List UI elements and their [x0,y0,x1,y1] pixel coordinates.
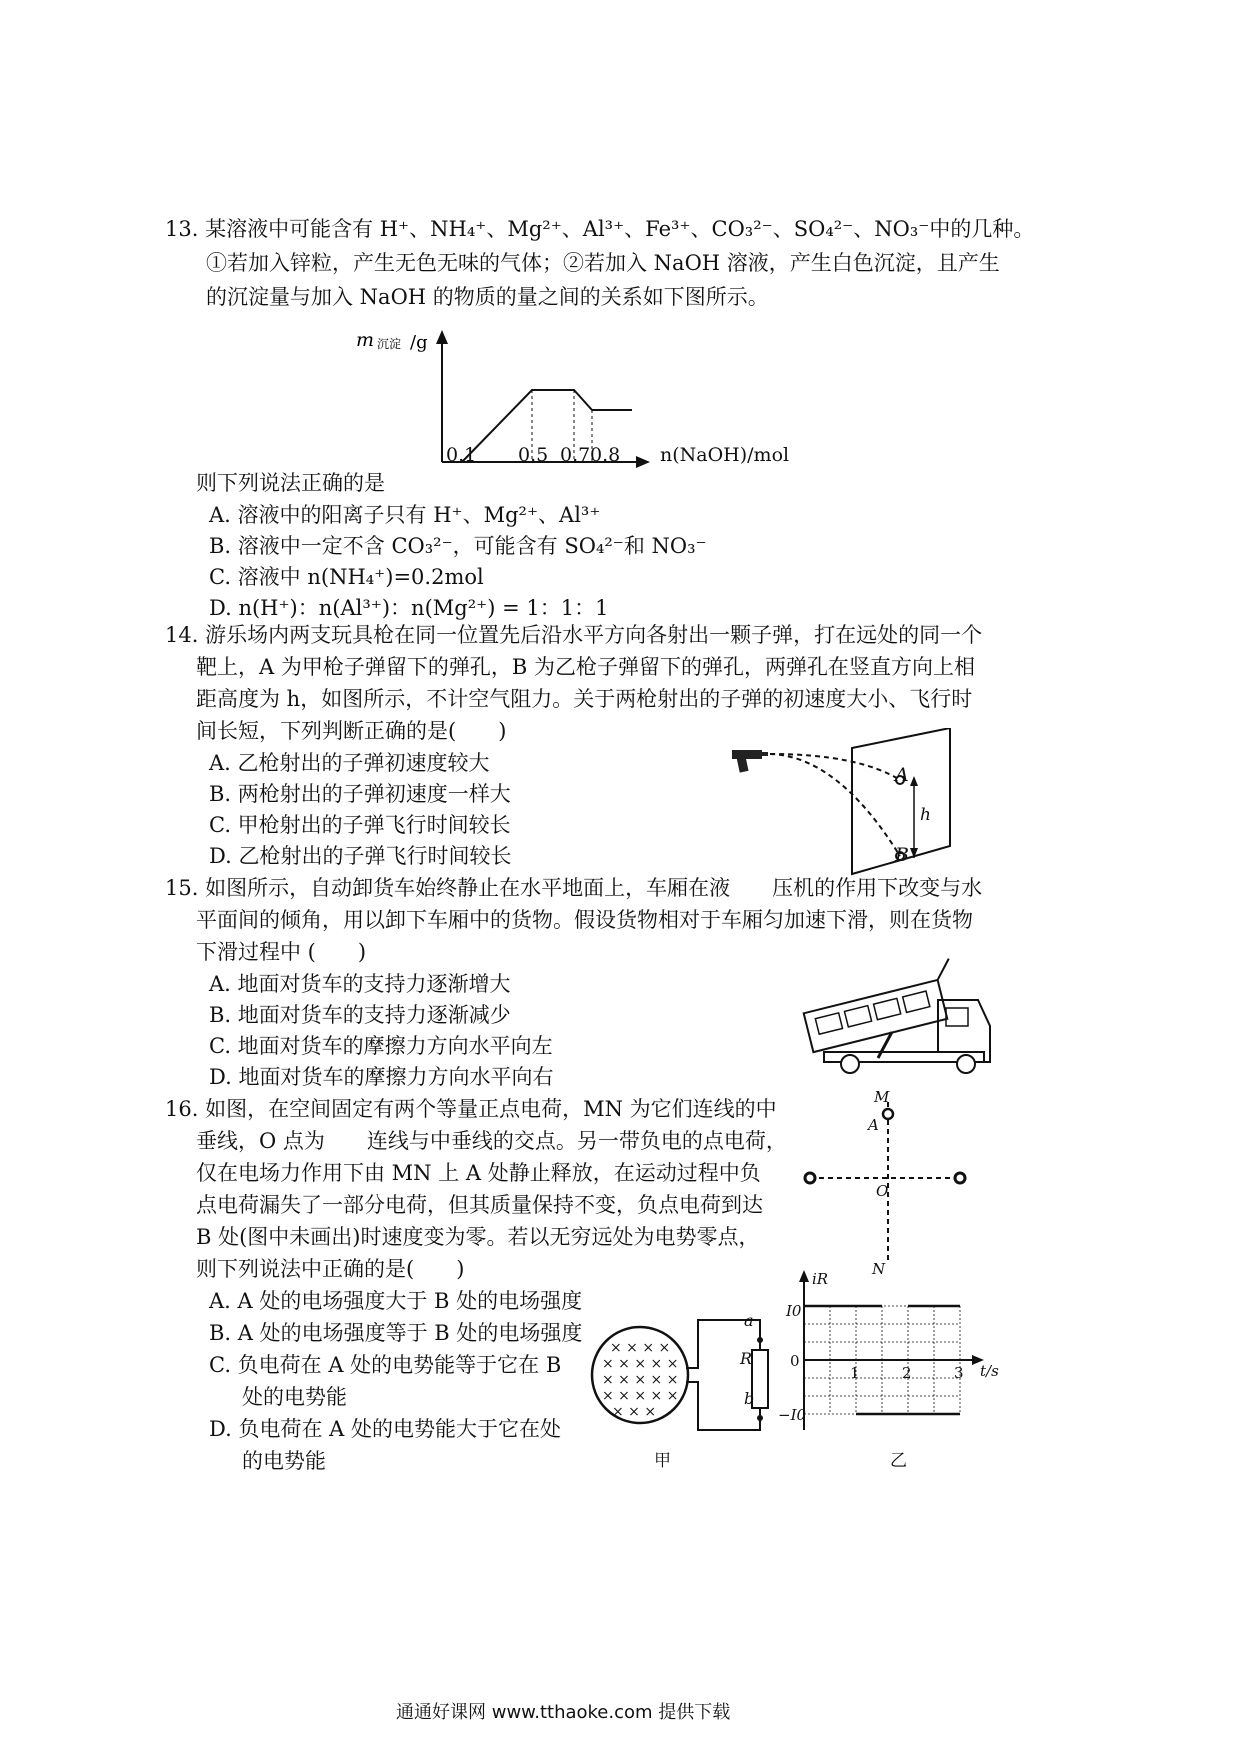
q13-line-1: 13. 某溶液中可能含有 H⁺、NH₄⁺、Mg²⁺、Al³⁺、Fe³⁺、CO₃²⁻、SO₄²⁻、NO₃⁻中的几种。 [165,217,1035,241]
wheel-rear [841,1055,859,1073]
label-height-h: h [920,805,931,825]
q13-stem: 则下列说法正确的是 [196,471,385,495]
q16-option-c-cont: 处的电势能 [242,1385,347,1409]
caption-yi: 乙 [890,1451,907,1471]
q13-option-b[interactable]: B. 溶液中一定不含 CO₃²⁻，可能含有 SO₄²⁻和 NO₃⁻ [209,534,707,558]
caption-jia: 甲 [654,1451,671,1471]
label-n: N [872,1260,886,1278]
terminal-a [757,1337,763,1343]
q16-line-4: 点电荷漏失了一部分电荷，但其质量保持不变，负点电荷到达 [196,1193,763,1217]
toy-gun-icon [732,750,768,773]
q13-option-a[interactable]: A. 溶液中的阳离子只有 H⁺、Mg²⁺、Al³⁺ [209,503,601,527]
label-a: A [868,1116,879,1134]
q14-line-3: 距高度为 h，如图所示，不计空气阻力。关于两枪射出的子弹的初速度大小、飞行时 [196,687,973,711]
q16-option-d[interactable]: D. 负电荷在 A 处的电势能大于它在处 [209,1417,561,1441]
graph-xtick-2: 2 [902,1364,912,1382]
q16-option-b[interactable]: B. A 处的电场强度等于 B 处的电场强度 [209,1321,583,1345]
q13-option-d[interactable]: D. n(H⁺)：n(Al³⁺)：n(Mg²⁺) = 1：1：1 [209,596,609,620]
svg-text:× × ×: × × × [612,1404,657,1420]
field-crosses [602,1340,678,1420]
svg-text:× × × × ×: × × × × × [602,1388,679,1404]
tick-label-08: 0.8 [590,444,621,466]
q14-option-a[interactable]: A. 乙枪射出的子弹初速度较大 [209,751,490,775]
graph-xtick-1: 1 [850,1364,860,1382]
q16-line-2: 垂线，O 点为 连线与中垂线的交点。另一带负电的点电荷， [196,1129,787,1153]
graph-xtick-3: 3 [954,1364,964,1382]
svg-text:× × × × ×: × × × × × [602,1372,679,1388]
label-a-terminal: a [744,1311,754,1330]
q15-option-d[interactable]: D. 地面对货车的摩擦力方向水平向右 [209,1065,554,1089]
charge-left [805,1173,815,1183]
q14-option-b[interactable]: B. 两枪射出的子弹初速度一样大 [209,782,511,806]
label-hole-a: A [895,764,909,786]
q13-line-3: 的沉淀量与加入 NaOH 的物质的量之间的关系如下图所示。 [206,285,769,309]
resistor-r [752,1350,768,1408]
cab-window [946,1008,968,1026]
svg-text:× × × × ×: × × × × × [602,1356,679,1372]
q14-line-4: 间长短，下列判断正确的是( ) [196,719,507,743]
label-hole-b: B [895,844,909,866]
graph-xlabel: t/s [980,1362,999,1380]
chart-ylabel-unit: /g [410,332,428,353]
q14-line-2: 靶上，A 为甲枪子弹留下的弹孔，B 为乙枪子弹留下的弹孔，两弹孔在竖直方向上相 [196,655,975,679]
tick-label-05: 0.5 [518,444,549,466]
label-resistor: R [740,1349,753,1368]
q15-option-b[interactable]: B. 地面对货车的支持力逐渐减少 [209,1003,511,1027]
q15-line-3: 下滑过程中 ( ) [196,940,367,964]
terminal-b [757,1415,763,1421]
q13-option-c[interactable]: C. 溶液中 n(NH₄⁺)=0.2mol [209,565,484,589]
q13-line-2: ①若加入锌粒，产生无色无味的气体；②若加入 NaOH 溶液，产生白色沉淀，且产生 [206,251,1000,275]
tick-label-01: 0.1 [446,444,477,466]
graph-y-arrow [799,1270,809,1282]
q16-option-a[interactable]: A. A 处的电场强度大于 B 处的电场强度 [209,1289,583,1313]
q16-line-5: B 处(图中未画出)时速度变为零。若以无穷远处为电势零点， [196,1225,760,1249]
label-m: M [874,1088,890,1106]
q16-charges-figure [800,1090,980,1280]
q16-line-1: 16. 如图，在空间固定有两个等量正点电荷，MN 为它们连线的中 [165,1097,777,1121]
graph-ytick-neg-i0: −I0 [778,1406,807,1424]
dump-truck-figure [788,940,1008,1080]
graph-ylabel: iR [812,1270,829,1288]
wheel-front [957,1055,975,1073]
page-footer: 通通好课网 www.tthaoke.com 提供下载 [396,1702,731,1723]
current-time-graph [790,1270,1000,1440]
label-o: O [876,1182,889,1200]
q14-line-1: 14. 游乐场内两支玩具枪在同一位置先后沿水平方向各射出一颗子弹，打在远处的同一个 [165,623,983,647]
q14-option-d[interactable]: D. 乙枪射出的子弹飞行时间较长 [209,844,512,868]
q15-option-c[interactable]: C. 地面对货车的摩擦力方向水平向左 [209,1034,553,1058]
tick-label-07: 0.7 [560,444,591,466]
label-b-terminal: b [744,1389,755,1408]
q14-gun-target-figure [728,728,998,878]
svg-text:× × × ×: × × × × [610,1340,671,1356]
charge-right [955,1173,965,1183]
q15-line-2: 平面间的倾角，用以卸下车厢中的货物。假设货物相对于车厢匀加速下滑，则在货物 [196,908,973,932]
chart-xlabel: n(NaOH)/mol [660,444,790,466]
graph-ytick-0: 0 [790,1352,800,1370]
q16-option-d-cont: 的电势能 [242,1449,326,1473]
q14-option-c[interactable]: C. 甲枪射出的子弹飞行时间较长 [209,813,511,837]
height-arrow-head-top [910,776,918,786]
y-axis-arrow [436,330,448,344]
q15-option-a[interactable]: A. 地面对货车的支持力逐渐增大 [209,972,511,996]
q16-line-3: 仅在电场力作用下由 MN 上 A 处静止释放，在运动过程中负 [196,1161,761,1185]
trajectory-a [770,754,900,780]
q16-line-6: 则下列说法中正确的是( ) [196,1257,465,1281]
x-axis-arrow [636,456,650,468]
q16-option-c[interactable]: C. 负电荷在 A 处的电势能等于它在 B [209,1353,562,1377]
chart-ylabel: m [356,330,375,351]
q15-line-1: 15. 如图所示，自动卸货车始终静止在水平地面上，车厢在液 压机的作用下改变与水 [165,876,983,900]
graph-ytick-i0: I0 [786,1302,802,1320]
chart-ylabel-sub: 沉淀 [377,337,402,351]
